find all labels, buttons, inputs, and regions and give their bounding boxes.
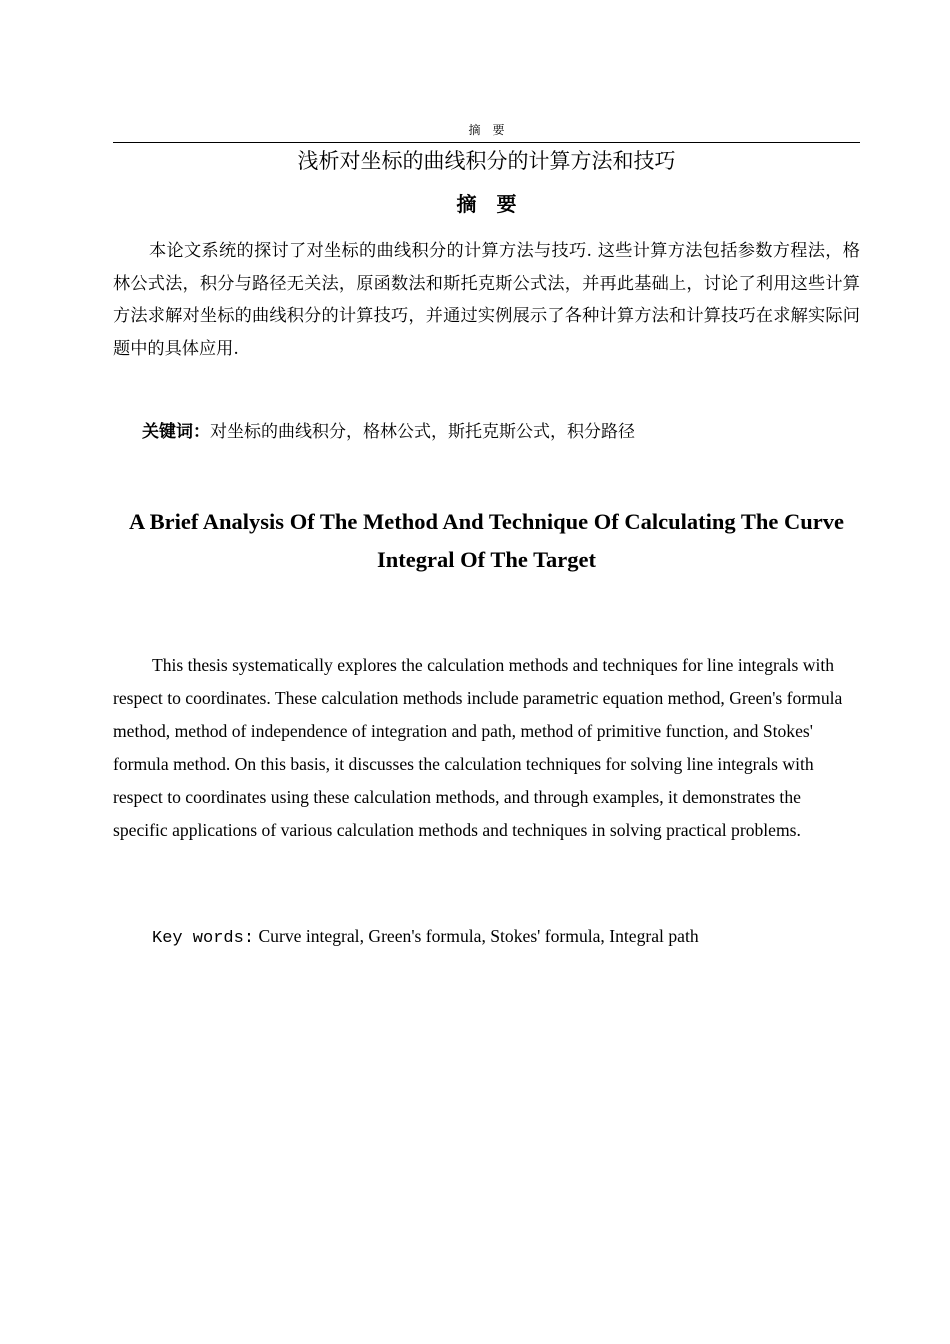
chinese-abstract-heading: 摘 要: [456, 192, 517, 216]
chinese-abstract-body: 本论文系统的探讨了对坐标的曲线积分的计算方法与技巧. 这些计算方法包括参数方程法，格林公式法，积分与路径无关法，原函数法和斯托克斯公式法，并再此基础上，讨论了利用这些计算方法求解对坐标的曲线积分的计算技巧，并通过实例展示了各种计算方法和计算技巧在求解实际问题中的具体应用.: [113, 241, 860, 360]
english-keywords-list: Curve integral, Green's formula, Stokes' formula, Integral path: [258, 926, 699, 946]
chinese-keywords-label: 关键词：: [142, 422, 210, 442]
running-header: 摘 要: [468, 123, 505, 137]
english-keywords: [152, 922, 852, 953]
english-title: A Brief Analysis Of The Method And Technique Of Calculating The Curve Integral Of The Target: [129, 509, 844, 572]
english-abstract-body: This thesis systematically explores the calculation methods and techniques for line integrals with respect to coordinates. These calculation methods include parametric equation method, Green's formula method, method of independence of integration and path, method of primitive function, and Stokes' formula method. On this basis, it discusses the calculation techniques for solving line integrals with respect to coordinates using these calculation methods, and through examples, it demonstrates the specific applications of various calculation methods and techniques in solving practical problems.: [113, 655, 843, 840]
chinese-keywords-list: 对坐标的曲线积分，格林公式，斯托克斯公式，积分路径: [210, 422, 635, 442]
chinese-title: 浅析对坐标的曲线积分的计算方法和技巧: [297, 149, 676, 173]
header-rule: [113, 142, 860, 143]
chinese-keywords: [142, 418, 862, 446]
english-keywords-label: Key words:: [152, 929, 255, 948]
